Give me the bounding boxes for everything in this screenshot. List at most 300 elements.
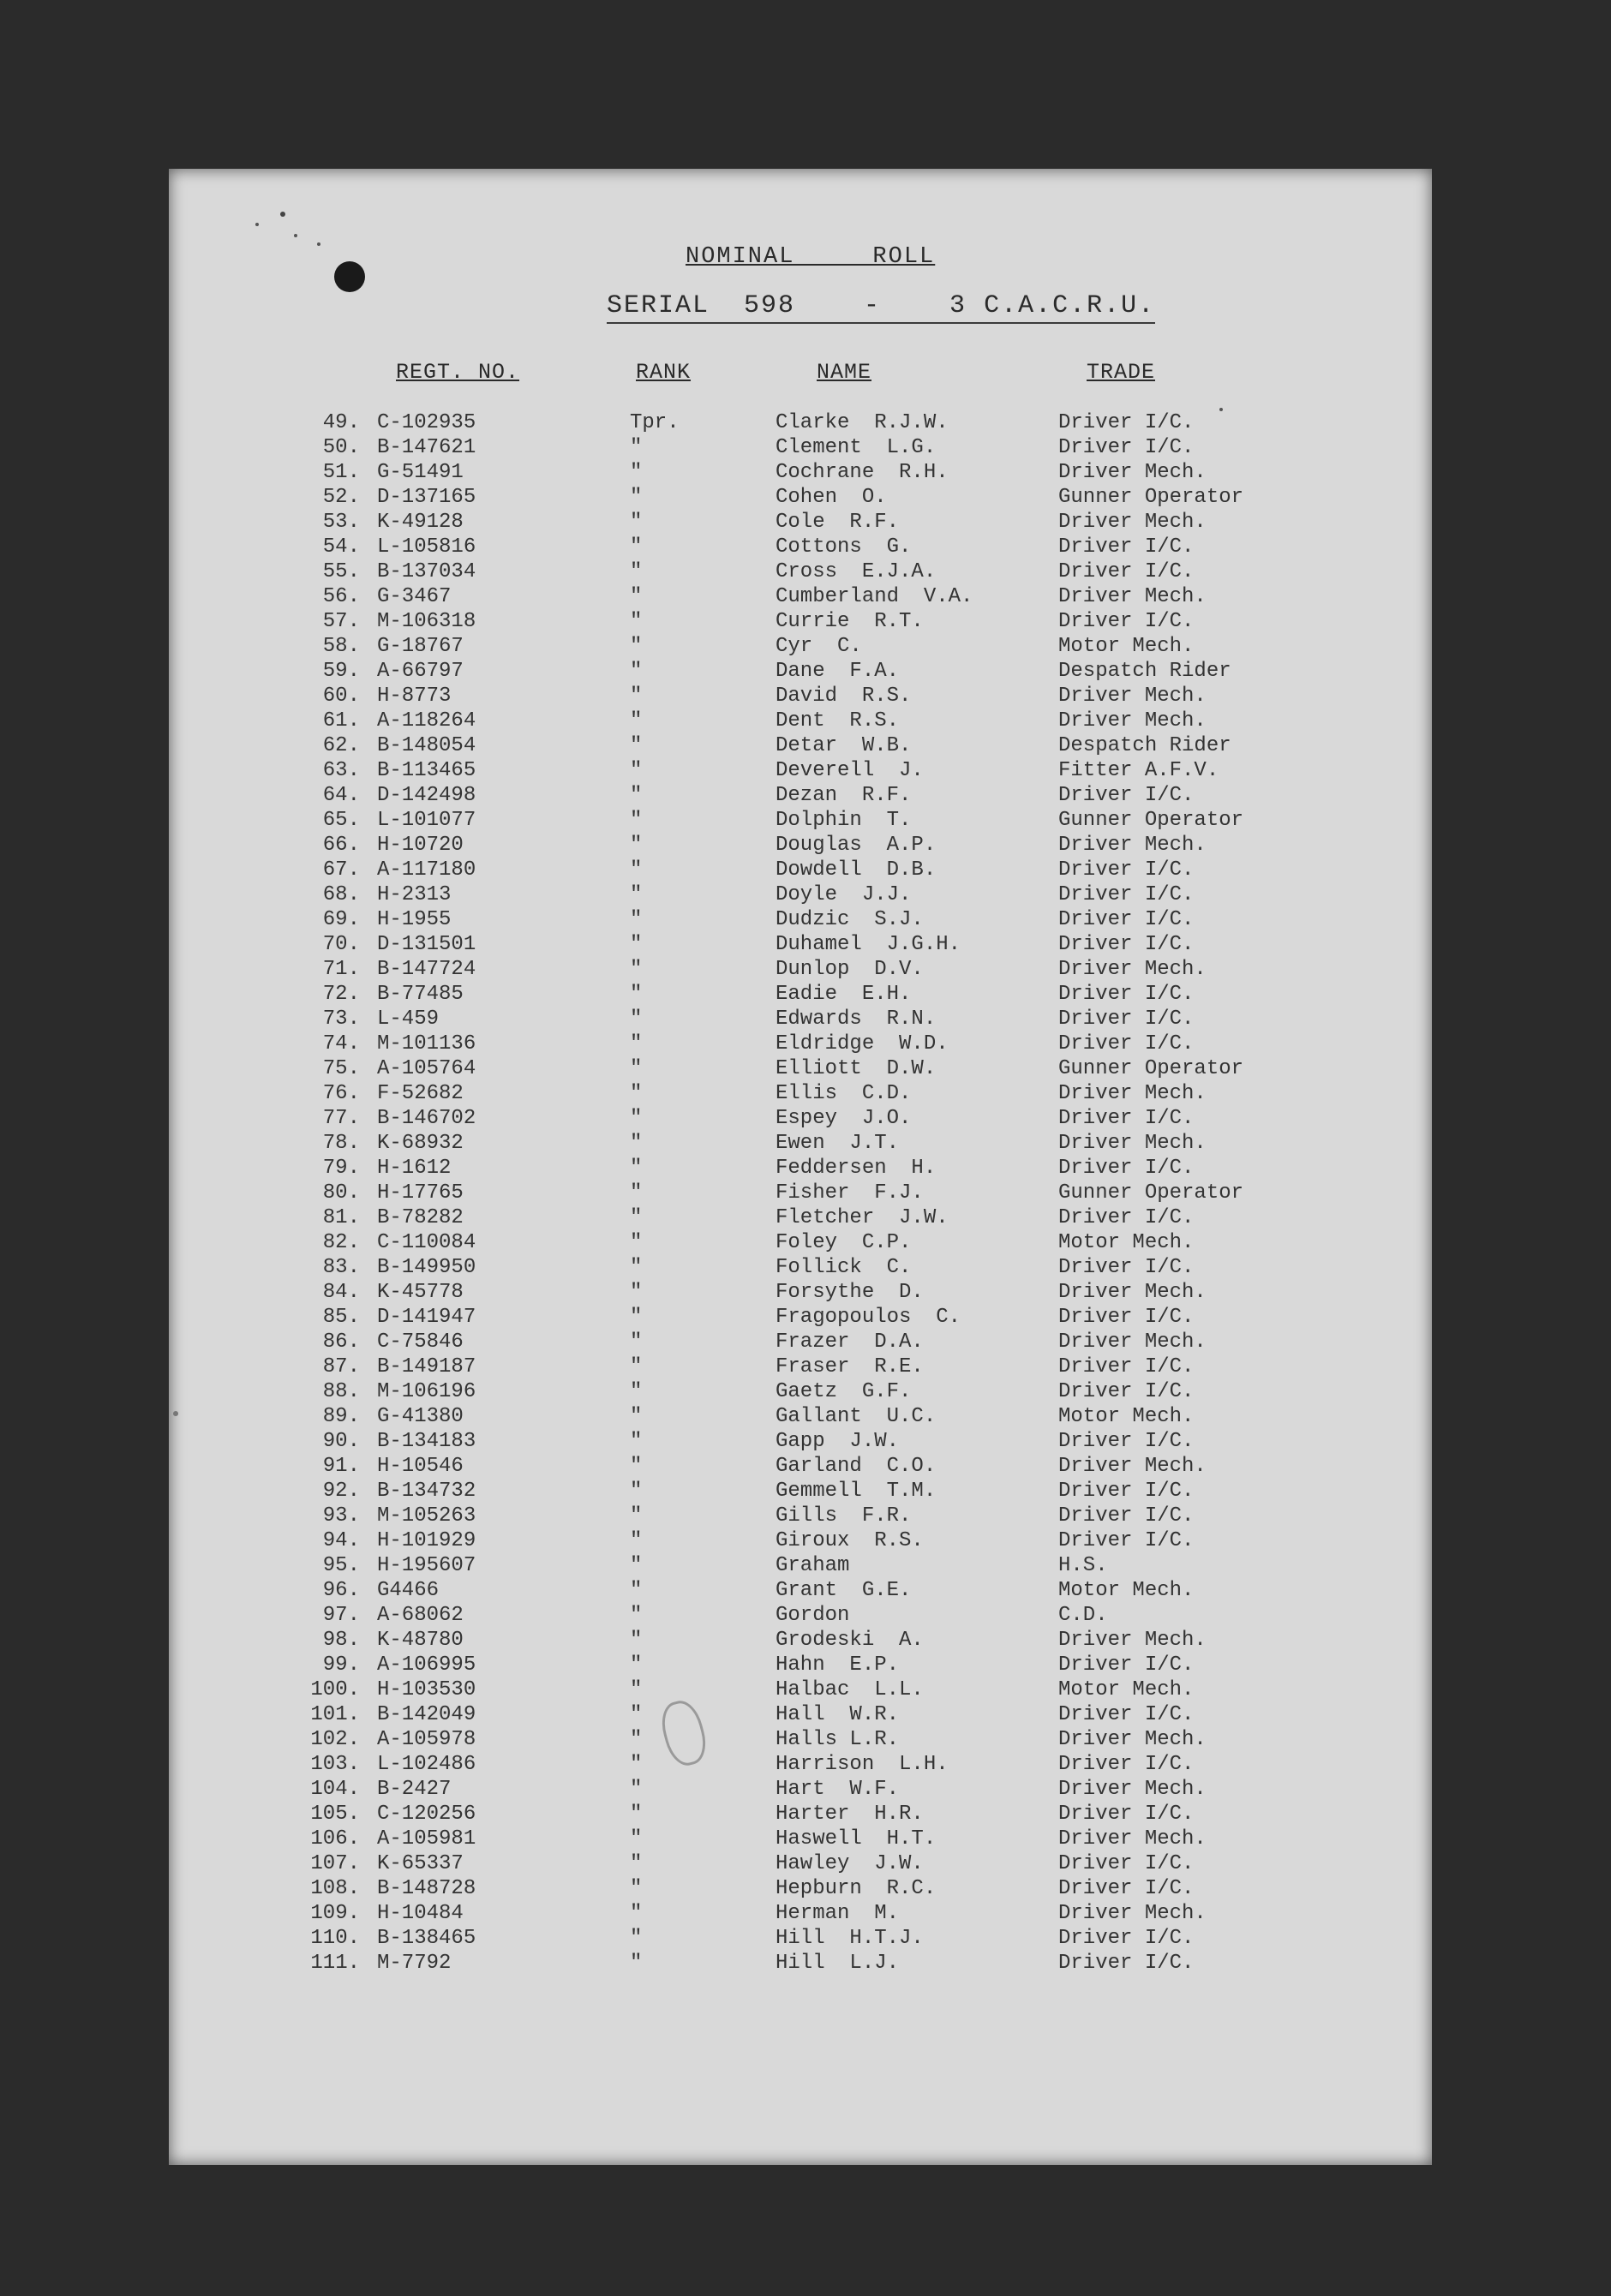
row-number: 53. [322,511,360,534]
name: Hill L.J. [776,1952,900,1975]
header-rank: RANK [636,360,692,385]
name: Gordon [776,1604,850,1627]
roll-row [0,1703,1611,1728]
row-number: 60. [322,685,360,708]
roll-row [0,1057,1611,1082]
regt-no: H-1955 [377,908,452,931]
roll-row [0,1554,1611,1579]
name: Harrison L.H. [776,1753,949,1776]
name: Feddersen H. [776,1157,937,1180]
trade: Driver Mech. [1058,461,1207,484]
header-regt-no: REGT. NO. [396,360,520,385]
roll-row [0,784,1611,809]
regt-no: H-10720 [377,834,464,857]
rank: " [630,635,643,658]
name: Halbac L.L. [776,1678,924,1701]
regt-no: M-106318 [377,610,476,633]
rank: " [630,908,643,931]
row-number: 95. [322,1554,360,1577]
regt-no: M-7792 [377,1952,452,1975]
rank: " [630,1380,643,1403]
rank: " [630,1206,643,1229]
regt-no: G4466 [377,1579,440,1602]
trade: Driver I/C. [1058,933,1195,956]
rank: " [630,1554,643,1577]
name: Cochrane R.H. [776,461,949,484]
regt-no: F-52682 [377,1082,464,1105]
regt-no: B-149950 [377,1256,476,1279]
roll-row [0,685,1611,709]
name: Gills F.R. [776,1504,912,1528]
roll-row [0,610,1611,635]
row-number: 93. [322,1504,360,1528]
roll-row [0,1430,1611,1455]
regt-no: A-118264 [377,709,476,732]
rank: " [630,1579,643,1602]
regt-no: H-103530 [377,1678,476,1701]
row-number: 83. [322,1256,360,1279]
trade: Driver I/C. [1058,1355,1195,1378]
rank: " [630,1330,643,1354]
row-number: 107. [310,1852,360,1875]
trade: Driver Mech. [1058,585,1207,608]
trade: Driver I/C. [1058,1480,1195,1503]
name: Ewen J.T. [776,1132,900,1155]
trade: Driver Mech. [1058,709,1207,732]
rank: " [630,461,643,484]
roll-row [0,1231,1611,1256]
regt-no: M-105263 [377,1504,476,1528]
trade: Driver I/C. [1058,858,1195,882]
rank: " [630,1107,643,1130]
row-number: 92. [322,1480,360,1503]
row-number: 65. [322,809,360,832]
trade: Driver I/C. [1058,411,1195,434]
document-title: NOMINAL ROLL [686,244,936,270]
row-number: 67. [322,858,360,882]
name: Hahn E.P. [776,1653,900,1677]
row-number: 61. [322,709,360,732]
rank: " [630,1306,643,1329]
row-number: 108. [310,1877,360,1900]
rank: " [630,759,643,782]
rank: " [630,1157,643,1180]
rank: " [630,834,643,857]
roll-row [0,1380,1611,1405]
regt-no: D-141947 [377,1306,476,1329]
roll-row [0,1355,1611,1380]
rank: " [630,1653,643,1677]
roll-row [0,486,1611,511]
name: Ellis C.D. [776,1082,912,1105]
name: Dunlop D.V. [776,958,924,981]
rank: " [630,1132,643,1155]
roll-row [0,1032,1611,1057]
regt-no: B-77485 [377,983,464,1006]
trade: Driver I/C. [1058,1653,1195,1677]
roll-row [0,1107,1611,1132]
row-number: 102. [310,1728,360,1751]
name: Hepburn R.C. [776,1877,937,1900]
regt-no: D-131501 [377,933,476,956]
row-number: 91. [322,1455,360,1478]
trade: Motor Mech. [1058,635,1195,658]
rank: " [630,486,643,509]
rank: " [630,809,643,832]
name: Douglas A.P. [776,834,937,857]
trade: Gunner Operator [1058,1057,1244,1080]
regt-no: G-18767 [377,635,464,658]
roll-row [0,461,1611,486]
regt-no: M-106196 [377,1380,476,1403]
trade: Driver Mech. [1058,1827,1207,1851]
name: Fisher F.J. [776,1181,924,1205]
trade: Driver I/C. [1058,610,1195,633]
name: Eldridge W.D. [776,1032,949,1055]
roll-row [0,1007,1611,1032]
name: Deverell J. [776,759,924,782]
trade: Driver I/C. [1058,1877,1195,1900]
name: Gaetz G.F. [776,1380,912,1403]
name: Graham [776,1554,850,1577]
roll-row [0,1927,1611,1952]
header-name: NAME [817,360,872,385]
name: David R.S. [776,685,912,708]
trade: Driver Mech. [1058,1778,1207,1801]
name: Dezan R.F. [776,784,912,807]
row-number: 63. [322,759,360,782]
trade: Driver I/C. [1058,1852,1195,1875]
name: Clement L.G. [776,436,937,459]
regt-no: A-117180 [377,858,476,882]
trade: Driver I/C. [1058,1007,1195,1031]
row-number: 103. [310,1753,360,1776]
regt-no: A-105981 [377,1827,476,1851]
regt-no: G-41380 [377,1405,464,1428]
name: Fraser R.E. [776,1355,924,1378]
row-number: 66. [322,834,360,857]
trade: Driver I/C. [1058,1306,1195,1329]
regt-no: H-17765 [377,1181,464,1205]
regt-no: C-75846 [377,1330,464,1354]
trade: Driver Mech. [1058,511,1207,534]
trade: H.S. [1058,1554,1108,1577]
rank: " [630,585,643,608]
rank: " [630,1678,643,1701]
regt-no: K-68932 [377,1132,464,1155]
name: Doyle J.J. [776,883,912,906]
name: Dolphin T. [776,809,912,832]
name: Frazer D.A. [776,1330,924,1354]
roll-row [0,1852,1611,1877]
name: Detar W.B. [776,734,912,757]
trade: Driver I/C. [1058,1753,1195,1776]
trade: Driver I/C. [1058,1803,1195,1826]
rank: " [630,1007,643,1031]
trade: Despatch Rider [1058,660,1231,683]
name: Hawley J.W. [776,1852,924,1875]
name: Hart W.F. [776,1778,900,1801]
roll-row [0,1082,1611,1107]
name: Cross E.J.A. [776,560,937,583]
name: Gemmell T.M. [776,1480,937,1503]
row-number: 88. [322,1380,360,1403]
rank: " [630,958,643,981]
rank: " [630,1778,643,1801]
regt-no: A-66797 [377,660,464,683]
row-number: 64. [322,784,360,807]
row-number: 72. [322,983,360,1006]
regt-no: B-147621 [377,436,476,459]
trade: Driver Mech. [1058,1330,1207,1354]
roll-row [0,1455,1611,1480]
row-number: 68. [322,883,360,906]
row-number: 109. [310,1902,360,1925]
regt-no: G-51491 [377,461,464,484]
name: Grodeski A. [776,1629,924,1652]
trade: C.D. [1058,1604,1108,1627]
rank: " [630,1703,643,1726]
rank: " [630,511,643,534]
roll-row [0,1778,1611,1803]
trade: Driver I/C. [1058,436,1195,459]
regt-no: H-2313 [377,883,452,906]
roll-row [0,709,1611,734]
row-number: 110. [310,1927,360,1950]
regt-no: K-48780 [377,1629,464,1652]
roll-row [0,1604,1611,1629]
name: Currie R.T. [776,610,924,633]
name: Harter H.R. [776,1803,924,1826]
trade: Motor Mech. [1058,1579,1195,1602]
trade: Driver I/C. [1058,1206,1195,1229]
roll-row [0,933,1611,958]
trade: Driver Mech. [1058,685,1207,708]
row-number: 98. [322,1629,360,1652]
trade: Driver Mech. [1058,958,1207,981]
row-number: 78. [322,1132,360,1155]
roll-row [0,1504,1611,1529]
trade: Driver I/C. [1058,1703,1195,1726]
trade: Driver I/C. [1058,1504,1195,1528]
rank: " [630,1032,643,1055]
row-number: 94. [322,1529,360,1552]
rank: " [630,1629,643,1652]
row-number: 87. [322,1355,360,1378]
trade: Driver I/C. [1058,1430,1195,1453]
name: Herman M. [776,1902,900,1925]
trade: Driver I/C. [1058,883,1195,906]
row-number: 57. [322,610,360,633]
trade: Gunner Operator [1058,809,1244,832]
trade: Driver I/C. [1058,784,1195,807]
trade: Driver I/C. [1058,1107,1195,1130]
rank: " [630,535,643,559]
row-number: 52. [322,486,360,509]
regt-no: C-120256 [377,1803,476,1826]
roll-row [0,1132,1611,1157]
trade: Driver I/C. [1058,1380,1195,1403]
rank: " [630,1231,643,1254]
trade: Driver I/C. [1058,1032,1195,1055]
trade: Driver I/C. [1058,1157,1195,1180]
roll-row [0,411,1611,436]
rank: " [630,1927,643,1950]
roll-row [0,1330,1611,1355]
row-number: 55. [322,560,360,583]
name: Foley C.P. [776,1231,912,1254]
rank: " [630,1902,643,1925]
regt-no: H-101929 [377,1529,476,1552]
name: Gallant U.C. [776,1405,937,1428]
name: Follick C. [776,1256,912,1279]
rank: " [630,734,643,757]
rank: " [630,1952,643,1975]
name: Halls L.R. [776,1728,900,1751]
row-number: 105. [310,1803,360,1826]
row-number: 62. [322,734,360,757]
name: Elliott D.W. [776,1057,937,1080]
roll-row [0,1827,1611,1852]
roll-row [0,635,1611,660]
regt-no: K-45778 [377,1281,464,1304]
rank: " [630,1803,643,1826]
row-number: 79. [322,1157,360,1180]
regt-no: B-148728 [377,1877,476,1900]
row-number: 71. [322,958,360,981]
roll-row [0,1728,1611,1753]
roll-row [0,1952,1611,1976]
name: Espey J.O. [776,1107,912,1130]
trade: Driver I/C. [1058,1256,1195,1279]
roll-row [0,1579,1611,1604]
trade: Despatch Rider [1058,734,1231,757]
trade: Driver I/C. [1058,535,1195,559]
roll-row [0,1405,1611,1430]
name: Cumberland V.A. [776,585,973,608]
row-number: 70. [322,933,360,956]
name: Grant G.E. [776,1579,912,1602]
row-number: 54. [322,535,360,559]
roll-row [0,436,1611,461]
regt-no: B-142049 [377,1703,476,1726]
rank: Tpr. [630,411,680,434]
roll-row [0,1306,1611,1330]
row-number: 97. [322,1604,360,1627]
rank: " [630,1480,643,1503]
regt-no: D-142498 [377,784,476,807]
regt-no: H-8773 [377,685,452,708]
regt-no: B-148054 [377,734,476,757]
name: Dane F.A. [776,660,900,683]
row-number: 75. [322,1057,360,1080]
trade: Driver Mech. [1058,1629,1207,1652]
row-number: 90. [322,1430,360,1453]
roll-row [0,535,1611,560]
roll-row [0,958,1611,983]
roll-row [0,1480,1611,1504]
rank: " [630,1877,643,1900]
rank: " [630,1405,643,1428]
roll-row [0,1281,1611,1306]
row-number: 106. [310,1827,360,1851]
name: Dowdell D.B. [776,858,937,882]
rank: " [630,1604,643,1627]
rank: " [630,1852,643,1875]
rank: " [630,1529,643,1552]
rank: " [630,1355,643,1378]
roll-row [0,1157,1611,1181]
name: Edwards R.N. [776,1007,937,1031]
regt-no: G-3467 [377,585,452,608]
regt-no: A-106995 [377,1653,476,1677]
rank: " [630,1827,643,1851]
roll-row [0,1803,1611,1827]
name: Forsythe D. [776,1281,924,1304]
row-number: 59. [322,660,360,683]
name: Dent R.S. [776,709,900,732]
trade: Gunner Operator [1058,1181,1244,1205]
trade: Gunner Operator [1058,486,1244,509]
rank: " [630,858,643,882]
roll-row [0,734,1611,759]
name: Eadie E.H. [776,983,912,1006]
trade: Driver Mech. [1058,834,1207,857]
rank: " [630,1430,643,1453]
trade: Driver I/C. [1058,1952,1195,1975]
name: Cole R.F. [776,511,900,534]
row-number: 89. [322,1405,360,1428]
rank: " [630,1082,643,1105]
row-number: 51. [322,461,360,484]
row-number: 99. [322,1653,360,1677]
regt-no: K-49128 [377,511,464,534]
rank: " [630,1256,643,1279]
trade: Driver Mech. [1058,1082,1207,1105]
roll-row [0,1902,1611,1927]
roll-row [0,759,1611,784]
regt-no: L-102486 [377,1753,476,1776]
rank: " [630,883,643,906]
row-number: 96. [322,1579,360,1602]
regt-no: M-101136 [377,1032,476,1055]
row-number: 100. [310,1678,360,1701]
rank: " [630,784,643,807]
punch-hole [334,261,365,292]
regt-no: B-78282 [377,1206,464,1229]
regt-no: L-459 [377,1007,440,1031]
regt-no: L-105816 [377,535,476,559]
header-trade: TRADE [1087,360,1156,385]
row-number: 104. [310,1778,360,1801]
trade: Driver I/C. [1058,560,1195,583]
name: Garland C.O. [776,1455,937,1478]
trade: Driver Mech. [1058,1132,1207,1155]
trade: Driver I/C. [1058,983,1195,1006]
name: Cottons G. [776,535,912,559]
rank: " [630,1181,643,1205]
regt-no: B-134732 [377,1480,476,1503]
roll-row [0,585,1611,610]
roll-row [0,1256,1611,1281]
roll-row [0,908,1611,933]
name: Clarke R.J.W. [776,411,949,434]
regt-no: B-2427 [377,1778,452,1801]
regt-no: B-138465 [377,1927,476,1950]
row-number: 73. [322,1007,360,1031]
name: Giroux R.S. [776,1529,924,1552]
trade: Driver Mech. [1058,1728,1207,1751]
